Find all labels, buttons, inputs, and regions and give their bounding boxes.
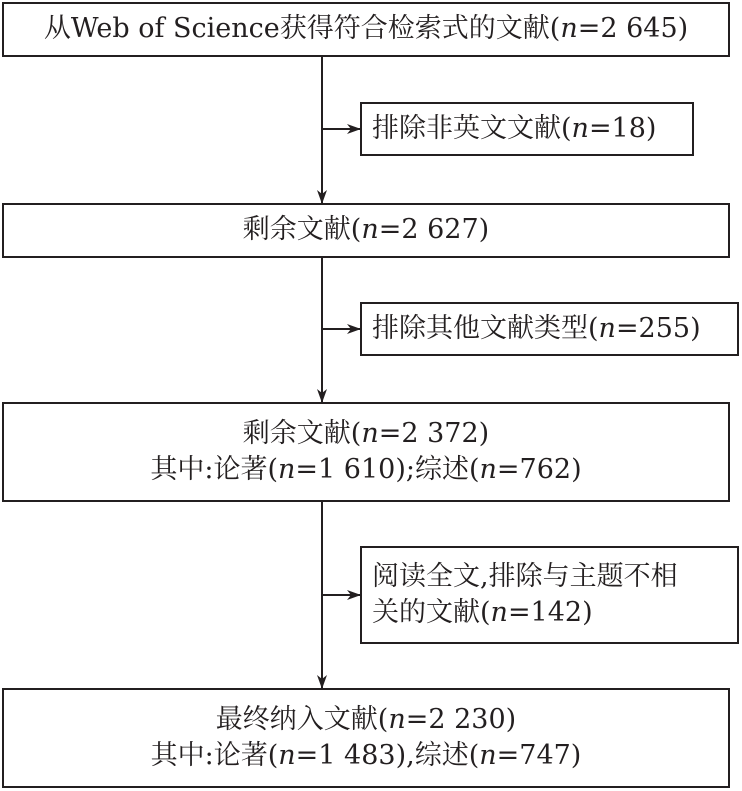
exclude-other-types-text: 排除其他文献类型(n=255) bbox=[372, 312, 701, 344]
remaining-records-box-1 bbox=[2, 203, 730, 258]
final-included-box bbox=[2, 688, 730, 788]
final-included-text: 最终纳入文献(n=2 230) bbox=[215, 703, 517, 735]
final-breakdown-text: 其中:论著(n=1 483),综述(n=747) bbox=[150, 740, 582, 771]
records-identified-box bbox=[2, 2, 730, 57]
remaining-records-box-2 bbox=[2, 402, 730, 502]
exclude-other-types-box bbox=[360, 302, 739, 356]
exclude-irrelevant-text-2: 关的文献(n=142) bbox=[372, 597, 593, 628]
exclude-irrelevant-box bbox=[360, 546, 739, 644]
remaining-breakdown-text: 其中:论著(n=1 610);综述(n=762) bbox=[150, 454, 582, 485]
exclude-non-english-box bbox=[360, 102, 694, 156]
records-identified-text: 从Web of Science获得符合检索式的文献(n=2 645) bbox=[43, 13, 689, 45]
exclude-non-english-text: 排除非英文文献(n=18) bbox=[372, 112, 657, 144]
exclude-irrelevant-text-1: 阅读全文,排除与主题不相 bbox=[372, 560, 678, 592]
remaining-records-text-1: 剩余文献(n=2 627) bbox=[242, 214, 490, 246]
remaining-records-text-2: 剩余文献(n=2 372) bbox=[242, 417, 490, 449]
